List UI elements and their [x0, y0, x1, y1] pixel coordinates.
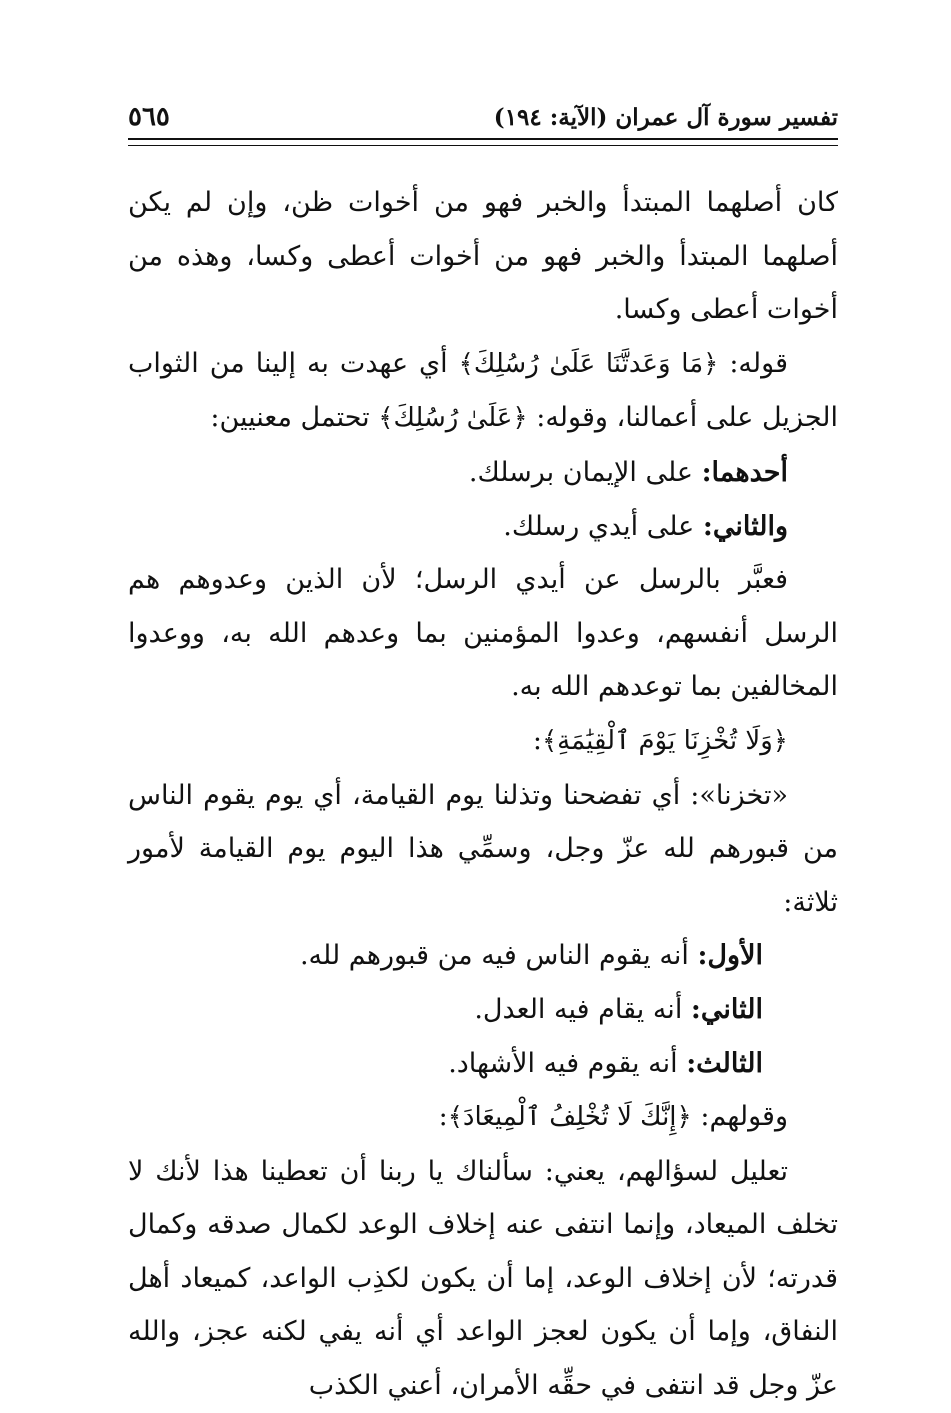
reason-third-text: أنه يقوم فيه الأشهاد. [448, 1047, 687, 1079]
paragraph-1: كان أصلهما المبتدأ والخبر فهو من أخوات ظن، وإن لم يكن أصلهما المبتدأ والخبر فهو من أخوات أعطى وكسا، وهذه من أخوات أعطى وكسا. [128, 187, 838, 326]
quran-quote-4: ﴿إِنَّكَ لَا تُخْلِفُ ٱلْمِيعَادَ﴾ [447, 1102, 692, 1133]
meaning-second [128, 500, 838, 554]
verse-heading [128, 714, 838, 769]
paragraph-2-lead: قوله: [718, 347, 788, 379]
quran-quote-3: ﴿وَلَا تُخْزِنَا يَوْمَ ٱلْقِيَٰمَةِ﴾ [541, 725, 788, 756]
quran-quote-2: ﴿عَلَىٰ رُسُلِكَ﴾ [378, 403, 528, 434]
meaning-first [128, 446, 838, 500]
reason-second-text: أنه يقام فيه العدل. [474, 993, 691, 1025]
verse-heading-colon: : [532, 724, 542, 756]
page-body [128, 176, 838, 1413]
reason-first-text: أنه يقوم الناس فيه من قبورهم لله. [299, 940, 698, 972]
paragraph-7: «تخزنا»: أي تفضحنا وتذلنا يوم القيامة، أي يوم يقوم الناس من قبورهم لله عزّ وجل، وسمِّي هذا اليوم يوم القيامة لأمور ثلاثة: [128, 779, 838, 918]
header-rule-thin [128, 145, 838, 146]
running-title: تفسير سورة آل عمران (الآية: ١٩٤) [493, 103, 838, 131]
quran-quote-1: ﴿مَا وَعَدتَّنَا عَلَىٰ رُسُلِكَ﴾ [458, 348, 719, 379]
paragraph-11-colon: : [438, 1101, 448, 1133]
reason-second [128, 983, 838, 1037]
page-number: ٥٦٥ [128, 102, 170, 132]
reason-second-label: الثاني: [690, 993, 763, 1025]
paragraph-2 [128, 337, 838, 446]
paragraph-12: تعليل لسؤالهم، يعني: سألناك يا ربنا أن تعطينا هذا لأنك لا تخلف الميعاد، وإنما انتفى عنه إخلاف الوعد لكمال صدقه وكمال قدرته؛ لأن إخلاف الوعد، إما أن يكون لكذِب الواعد، كميعاد أهل النفاق، وإما أن يكون لعجز الواعد أي أنه يفي لكنه عجز، والله عزّ وجل قد انتفى في حقِّه الأمران، أعني الكذب [128, 1155, 838, 1402]
paragraph-11 [128, 1090, 838, 1145]
page-header [128, 100, 838, 134]
paragraph-5: فعبَّر بالرسل عن أيدي الرسل؛ لأن الذين وعدوهم هم الرسل أنفسهم، وعدوا المؤمنين بما وعدهم الله به، ووعدوا المخالفين بما توعدهم الله به. [128, 564, 838, 703]
reason-first-label: الأول: [697, 940, 763, 972]
header-rule-thick [128, 138, 838, 140]
paragraph-2-mid: أي عهدت به إلينا من الثواب الجزيل على أعمالنا، وقوله: [128, 347, 838, 434]
reason-first [128, 929, 838, 983]
meaning-second-text: على أيدي رسلك. [503, 510, 703, 542]
meaning-first-text: على الإيمان برسلك. [468, 456, 702, 488]
paragraph-2-end: تحتمل معنيين: [210, 402, 379, 434]
meaning-second-label: والثاني: [702, 510, 788, 542]
meaning-first-label: أحدهما: [701, 456, 788, 488]
reason-third-label: الثالث: [686, 1047, 763, 1079]
reason-third [128, 1037, 838, 1091]
paragraph-11-lead: وقولهم: [691, 1101, 788, 1133]
